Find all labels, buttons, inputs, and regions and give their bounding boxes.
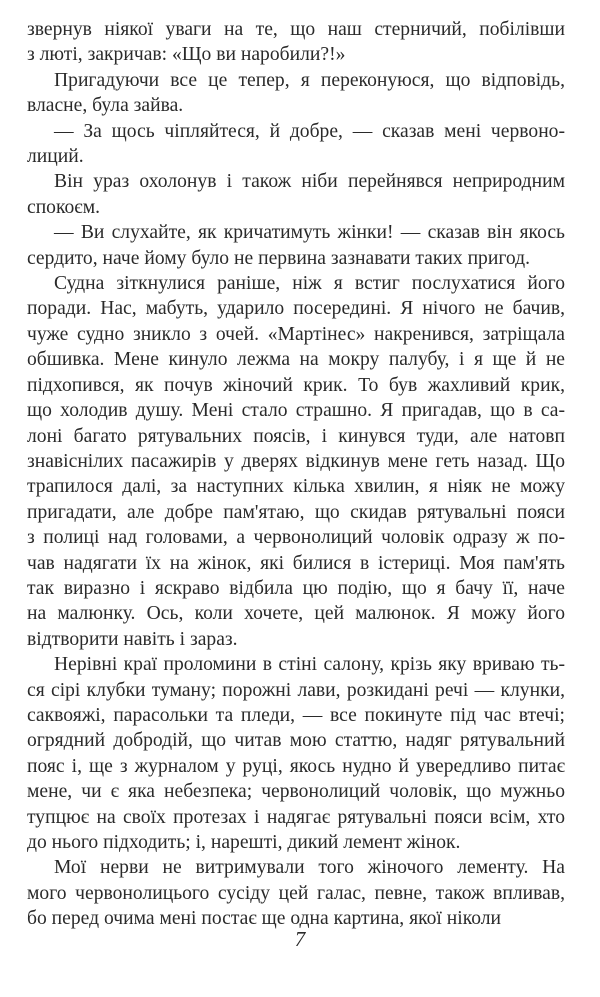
paragraph	[27, 271, 565, 652]
paragraph	[27, 68, 565, 119]
page-text	[27, 17, 565, 932]
text-line: що холодив душу. Мені стало страшно. Я пригадав, що в са-	[27, 400, 565, 422]
paragraph	[27, 119, 565, 170]
text-line: з полиці над головами, а червонолиций чоловік одразу ж по-	[27, 527, 565, 549]
text-line: тупцює на своїх протезах і надягає рятувальні пояси всім, хто	[27, 806, 565, 828]
text-line: чав надягати їх на жінок, які билися в істериці. Моя пам'ять	[27, 552, 565, 574]
text-line: власне, була зайва.	[27, 95, 184, 117]
paragraph	[27, 17, 565, 68]
text-line: Нерівні краї проломини в стіні салону, крізь яку вриваю ть-	[54, 654, 565, 676]
text-line: з люті, закричав: «Що ви наробили?!»	[27, 44, 346, 66]
text-line: лоні багато рятувальних поясів, і кинувся туди, але натовп	[27, 425, 565, 447]
text-line: бо перед очима мені постає ще одна картина, якої ніколи	[27, 908, 502, 930]
text-line: Пригадуючи все це тепер, я переконуюся, що відповідь,	[54, 69, 565, 91]
paragraph	[27, 855, 565, 931]
text-line: знавіснілих пасажирів у дверях відкинув мене геть назад. Що	[27, 450, 565, 472]
text-line: огрядний добродій, що читав мою статтю, надяг рятувальний	[27, 730, 565, 752]
page-number: 7	[294, 927, 306, 951]
text-line: обшивка. Мене кинуло лежма на мокру палубу, і я ще й не	[27, 349, 565, 371]
text-line: саквояжі, парасольки та пледи, — все покинуте під час втечі;	[27, 704, 565, 726]
text-line: трапилося далі, за наступних кілька хвилин, я ніяк не можу	[27, 476, 565, 498]
text-line: відтворити навіть і зараз.	[27, 628, 238, 650]
text-line: мого червонолицього сусіду цей галас, певне, також впливав,	[27, 882, 565, 904]
text-line: до нього підходить; і, нарешті, дикий лемент жінок.	[27, 832, 461, 853]
paragraph	[27, 220, 565, 271]
text-line: поради. Нас, мабуть, ударило посередині. Я нічого не бачив,	[27, 298, 565, 320]
text-line: спокоєм.	[27, 196, 101, 218]
text-line: Він ураз охолонув і також ніби перейнявся неприродним	[54, 171, 565, 193]
text-line: чуже судно зникло з очей. «Мартінес» накренився, затріщала	[27, 323, 565, 345]
text-line: Судна зіткнулися раніше, ніж я встиг послухатися його	[54, 273, 565, 295]
text-line: на малюнку. Ось, коли хочете, цей малюнок. Я можу його	[27, 603, 565, 625]
text-line: Мої нерви не витримували того жіночого лементу. На	[54, 857, 565, 879]
text-line: мене, чи є яка небезпека; червонолиций чоловік, що мужньо	[27, 781, 565, 803]
text-line: ся сірі клубки туману; порожні лави, розкидані речі — клунки,	[27, 679, 565, 701]
paragraph	[27, 169, 565, 220]
text-line: сердито, наче йому було не первина зазнавати таких пригод.	[27, 247, 530, 269]
text-line: — За щось чіпляйтеся, й добре, — сказав мені червоно-	[54, 120, 565, 142]
text-line: звернув ніякої уваги на те, що наш стерничий, побілівши	[27, 19, 565, 40]
text-line: лиций.	[27, 146, 84, 168]
paragraph	[27, 652, 565, 855]
text-line: — Ви слухайте, як кричатимуть жінки! — сказав він якось	[54, 222, 565, 244]
text-line: пригадати, але добре пам'ятаю, що скидав рятувальні пояси	[27, 501, 565, 523]
text-line: так виразно і яскраво відбила цю подію, що я бачу її, наче	[27, 577, 565, 599]
text-line: пояс і, ще з журналом у руці, якось нудно й увередливо питає	[27, 755, 565, 777]
text-line: підхопився, як почув жіночий крик. То був жахливий крик,	[27, 374, 565, 396]
